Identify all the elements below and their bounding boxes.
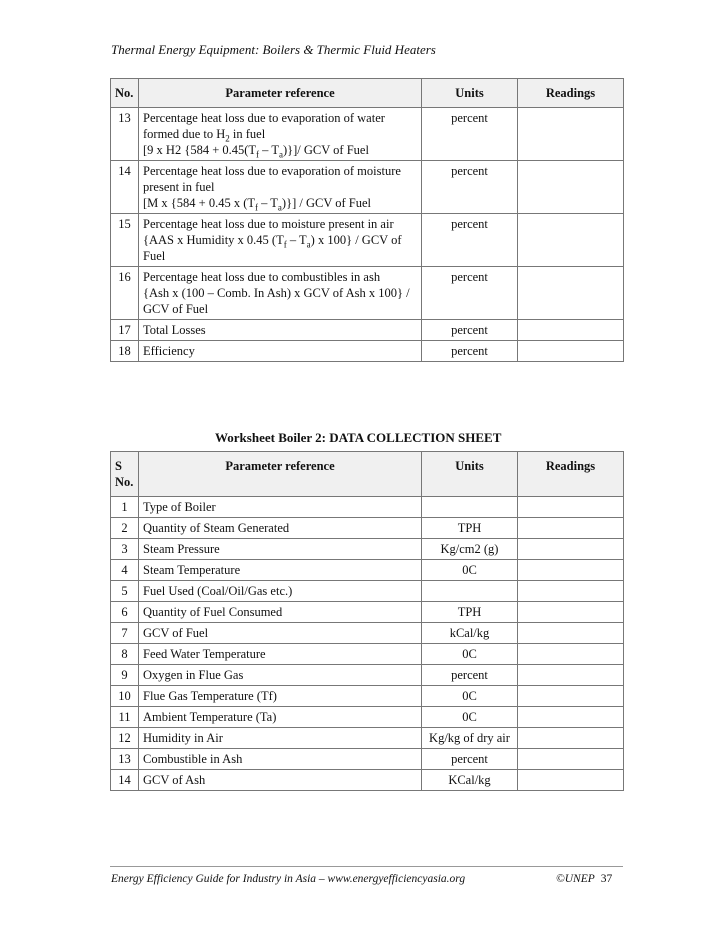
param-cell: Percentage heat loss due to evaporation of water formed due to $H_2$ in fuel [9 x H2 $\{584 + 0.45(T_f - T_a)\}]/$ GCV of Fuel	[139, 108, 422, 161]
readings-cell[interactable]	[518, 341, 624, 362]
table-row	[111, 749, 624, 770]
readings-cell[interactable]	[518, 267, 624, 320]
param-cell: Ambient Temperature (Ta)	[139, 707, 422, 728]
copyright: ©UNEP	[556, 873, 595, 885]
row-no: 17	[111, 320, 139, 341]
table-row	[111, 497, 624, 518]
table-row	[111, 770, 624, 791]
param-cell: GCV of Fuel	[139, 623, 422, 644]
param-text: Percentage heat loss due to evaporation of water formed due to H	[143, 111, 385, 141]
readings-cell[interactable]	[518, 518, 624, 539]
units-cell: percent	[422, 320, 518, 341]
readings-cell[interactable]	[518, 161, 624, 214]
units-cell: 0C	[422, 707, 518, 728]
row-no: 9	[111, 665, 139, 686]
param-text: Percentage heat loss due to combustibles in ash	[143, 270, 381, 284]
units-cell: 0C	[422, 560, 518, 581]
readings-cell[interactable]	[518, 560, 624, 581]
worksheet-title: Worksheet Boiler 2: DATA COLLECTION SHEET	[215, 430, 502, 445]
page-number: 37	[600, 873, 613, 885]
param-text: Percentage heat loss due to moisture present in air	[143, 217, 394, 231]
units-cell: percent	[422, 214, 518, 267]
param-cell: Percentage heat loss due to moisture present in air {AAS x Humidity x 0.45 $(T_f - T_a)$ x 100} / GCV of Fuel	[139, 214, 422, 267]
units-cell: Kg/cm2 (g)	[422, 539, 518, 560]
col-units-header: Units	[422, 79, 518, 108]
col-sno-header: S No.	[111, 452, 139, 497]
readings-cell[interactable]	[518, 214, 624, 267]
row-no: 10	[111, 686, 139, 707]
row-no: 15	[111, 214, 139, 267]
readings-cell[interactable]	[518, 665, 624, 686]
table-row	[111, 214, 624, 267]
param-text: Percentage heat loss due to evaporation of moisture present in fuel	[143, 164, 401, 194]
table-header-row	[111, 452, 624, 497]
param-cell: Total Losses	[139, 320, 422, 341]
table-row	[111, 267, 624, 320]
param-cell: Flue Gas Temperature (Tf)	[139, 686, 422, 707]
row-no: 14	[111, 161, 139, 214]
readings-cell[interactable]	[518, 728, 624, 749]
param-cell: Humidity in Air	[139, 728, 422, 749]
param-cell: Percentage heat loss due to evaporation of moisture present in fuel [M x {584 + 0.45 x $(T_f - T_a)$}] / GCV of Fuel	[139, 161, 422, 214]
units-cell: Kg/kg of dry air	[422, 728, 518, 749]
readings-cell[interactable]	[518, 581, 624, 602]
readings-cell[interactable]	[518, 539, 624, 560]
row-no: 14	[111, 770, 139, 791]
readings-cell[interactable]	[518, 623, 624, 644]
param-cell: Efficiency	[139, 341, 422, 362]
row-no: 3	[111, 539, 139, 560]
table-row	[111, 320, 624, 341]
param-cell: Steam Pressure	[139, 539, 422, 560]
row-no: 4	[111, 560, 139, 581]
col-no-header: No.	[111, 79, 139, 108]
param-cell: Steam Temperature	[139, 560, 422, 581]
readings-cell[interactable]	[518, 497, 624, 518]
units-cell: percent	[422, 749, 518, 770]
table-row	[111, 560, 624, 581]
row-no: 11	[111, 707, 139, 728]
param-cell: Quantity of Fuel Consumed	[139, 602, 422, 623]
param-cell: Feed Water Temperature	[139, 644, 422, 665]
readings-cell[interactable]	[518, 644, 624, 665]
units-cell: percent	[422, 341, 518, 362]
readings-cell[interactable]	[518, 686, 624, 707]
table-row	[111, 623, 624, 644]
row-no: 18	[111, 341, 139, 362]
table-row	[111, 686, 624, 707]
param-cell: Quantity of Steam Generated	[139, 518, 422, 539]
readings-cell[interactable]	[518, 320, 624, 341]
col-readings-header: Readings	[518, 79, 624, 108]
col-units-header: Units	[422, 452, 518, 497]
footer-copyright	[556, 873, 612, 885]
param-cell: Fuel Used (Coal/Oil/Gas etc.)	[139, 581, 422, 602]
units-cell: TPH	[422, 602, 518, 623]
page-header: Thermal Energy Equipment: Boilers & Thermic Fluid Heaters	[111, 42, 436, 57]
readings-cell[interactable]	[518, 108, 624, 161]
table-row	[111, 644, 624, 665]
table-row	[111, 728, 624, 749]
row-no: 2	[111, 518, 139, 539]
param-cell: GCV of Ash	[139, 770, 422, 791]
units-cell: percent	[422, 108, 518, 161]
units-cell: percent	[422, 161, 518, 214]
row-no: 12	[111, 728, 139, 749]
readings-cell[interactable]	[518, 707, 624, 728]
row-no: 16	[111, 267, 139, 320]
table-row	[111, 161, 624, 214]
row-no: 13	[111, 108, 139, 161]
units-cell: 0C	[422, 644, 518, 665]
units-cell: TPH	[422, 518, 518, 539]
loss-table	[110, 78, 624, 362]
units-cell: 0C	[422, 686, 518, 707]
row-no: 1	[111, 497, 139, 518]
units-cell: kCal/kg	[422, 623, 518, 644]
table-row	[111, 581, 624, 602]
param-cell: Type of Boiler	[139, 497, 422, 518]
table-row	[111, 341, 624, 362]
data-collection-table	[110, 451, 624, 791]
col-param-header: Parameter reference	[139, 452, 422, 497]
units-cell: percent	[422, 665, 518, 686]
col-readings-header: Readings	[518, 452, 624, 497]
row-no: 6	[111, 602, 139, 623]
units-cell: percent	[422, 267, 518, 320]
param-cell: Percentage heat loss due to combustibles in ash {Ash x (100 – Comb. In Ash) x GCV of Ash x 100} / GCV of Fuel	[139, 267, 422, 320]
param-cell: Oxygen in Flue Gas	[139, 665, 422, 686]
row-no: 8	[111, 644, 139, 665]
table-row	[111, 602, 624, 623]
table-row	[111, 665, 624, 686]
table-row	[111, 707, 624, 728]
units-cell	[422, 581, 518, 602]
table-row	[111, 108, 624, 161]
footer-text: Energy Efficiency Guide for Industry in Asia – www.energyefficiencyasia.org	[111, 873, 466, 885]
table-header-row	[111, 79, 624, 108]
units-cell: KCal/kg	[422, 770, 518, 791]
readings-cell[interactable]	[518, 602, 624, 623]
readings-cell[interactable]	[518, 770, 624, 791]
footer-divider	[110, 866, 623, 867]
table-row	[111, 539, 624, 560]
row-no: 7	[111, 623, 139, 644]
units-cell	[422, 497, 518, 518]
row-no: 13	[111, 749, 139, 770]
table-row	[111, 518, 624, 539]
col-param-header: Parameter reference	[139, 79, 422, 108]
row-no: 5	[111, 581, 139, 602]
readings-cell[interactable]	[518, 749, 624, 770]
param-cell: Combustible in Ash	[139, 749, 422, 770]
